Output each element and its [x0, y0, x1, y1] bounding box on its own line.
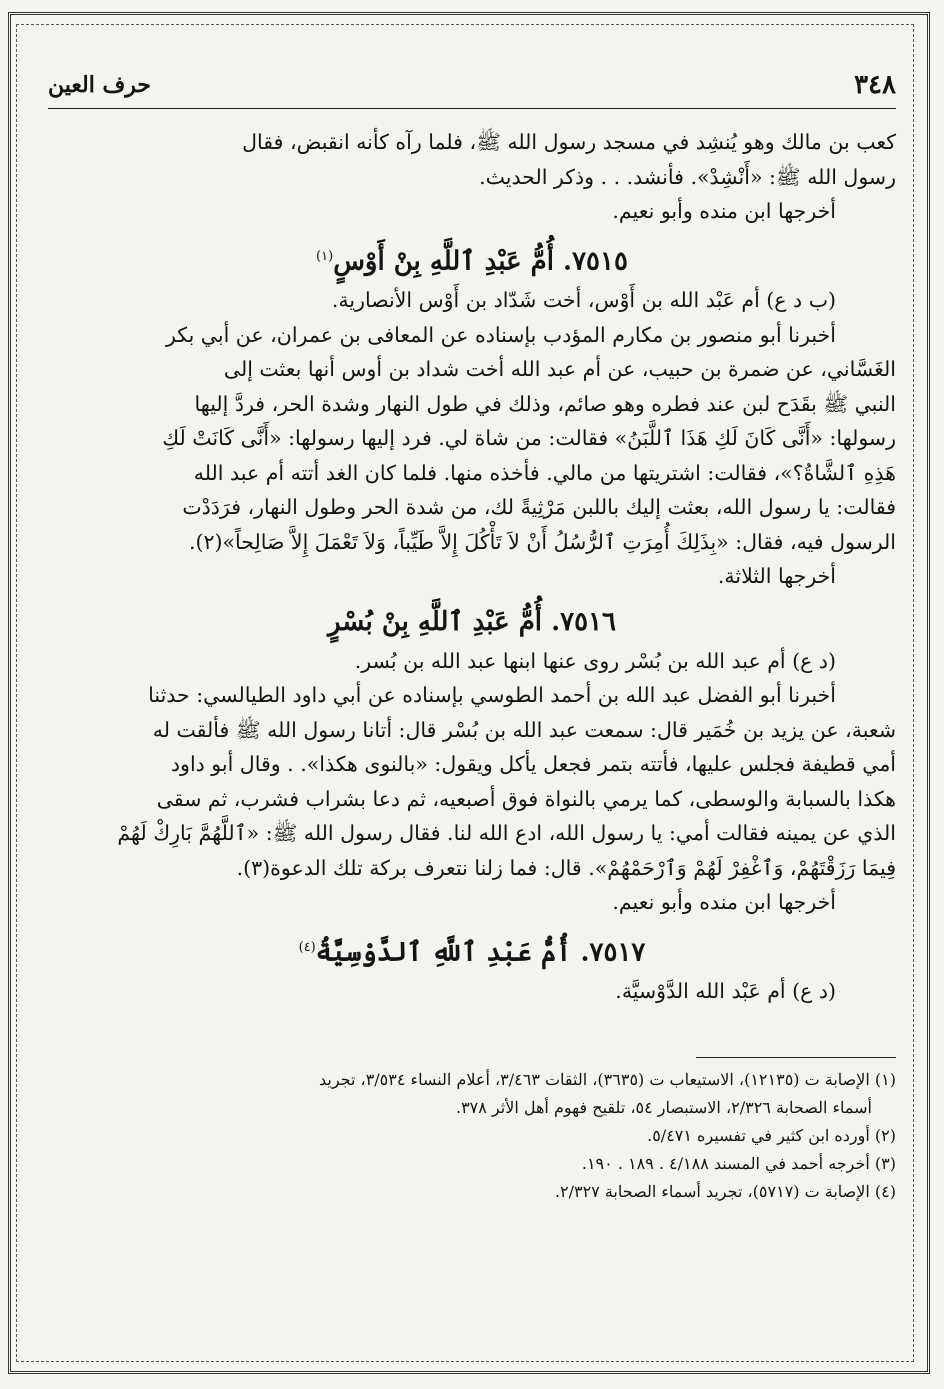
body-line: فِيمَا رَزَقْتَهُمْ، وَٱغْفِرْ لَهُمْ وَٱرْحَمْهُمْ». قال: فما زلنا نتعرف بركة تلك الدعوة(٣).: [236, 855, 896, 880]
body-line: الغَسَّاني، عن ضمرة بن حبيب، عن أم عبد الله أخت شداد بن أوس أنها بعثت إلى: [223, 357, 896, 382]
page-number: ٣٤٨: [854, 70, 896, 100]
intro-line-1: كعب بن مالك وهو يُنشِد في مسجد رسول الله ﷺ، فلما رآه كأنه انقبض، فقال: [242, 130, 896, 154]
entry-codes-line: (د ع) أم عبد الله بن بُسْر روى عنها ابنها عبد الله بن بُسر.: [354, 648, 836, 673]
body-line: أخبرنا أبو منصور بن مكارم المؤدب بإسناده عن المعافى بن عمران، عن أبي بكر: [165, 322, 836, 347]
entry-heading: ٧٥١٥. أُمُّ عَبْدِ ٱللَّهِ بِنْ أَوْسٍ$^{(١)}$: [316, 246, 628, 277]
body-line: أخبرنا أبو الفضل عبد الله بن أحمد الطوسي بإسناده عن أبي داود الطيالسي: حدثنا: [148, 683, 836, 708]
body-line: الذي عن يمينه فقالت أمي: يا رسول الله، ادع الله لنا. فقال رسول الله ﷺ: «ٱللَّهُمَّ بَارِكْ لَهُمْ: [117, 821, 896, 846]
body-line: هكذا بالسبابة والوسطى، كما يرمي بالنواة فوق أصبعيه، ثم دعا بشراب فشرب، ثم سقى: [156, 786, 896, 811]
body-line: رسولها: «أَنَّى كَانَ لَكِ هَذَا ٱللَّبَنُ» فقالت: من شاة لي. فرد إليها رسولها: «أَنَّى كَانَتْ لَكِ: [162, 426, 896, 451]
body-line: هَذِهِ ٱلشَّاةُ؟»، فقالت: اشتريتها من مالي. فأخذه منها. فلما كان الغد أتته أم عبد الله: [193, 460, 896, 485]
entry-heading: ٧٥١٧. أُمُّ عَبْدِ ٱللَّهِ ٱلدَّوْسِيَّةُ$^{(٤)}$: [298, 937, 646, 968]
intro-line-2: رسول الله ﷺ: «أَنْشِدْ». فأنشد. . . وذكر الحديث.: [479, 164, 896, 189]
footnote-1-cont: أسماء الصحابة ٢/٣٢٦، الاستبصار ٥٤، تلقيح فهوم أهل الأثر ٣٧٨.: [455, 1097, 872, 1117]
footnote-2: (٢) أورده ابن كثير في تفسيره ٥/٤٧١.: [647, 1125, 896, 1145]
body-line: أمي قطيفة فجلس عليها، فأتته بتمر فجعل يأكل ويقول: «بالنوى هكذا». . وقال أبو داود: [170, 752, 896, 777]
page-header: [48, 70, 896, 109]
footnotes: [48, 1066, 896, 1206]
footnote-4: (٤) الإصابة ت (٥٧١٧)، تجريد أسماء الصحابة ٢/٣٢٧.: [554, 1181, 896, 1201]
body-line: شعبة، عن يزيد بن خُمَير قال: سمعت عبد الله بن بُسْر قال: أتانا رسول الله ﷺ فألقت له: [152, 717, 896, 742]
book-page: [48, 70, 896, 1350]
body-line: النبي ﷺ بقَدَح لبن عند فطره وهو صائم، وذلك في طول النهار وشدة الحر، فردَّ إليها: [194, 391, 896, 416]
footnote-separator: [696, 1057, 896, 1058]
entry-source: أخرجها ابن منده وأبو نعيم.: [612, 890, 836, 915]
intro-source: أخرجها ابن منده وأبو نعيم.: [612, 199, 836, 223]
entry-source: أخرجها الثلاثة.: [717, 564, 836, 589]
body-line: فقالت: يا رسول الله، بعثت إليك باللبن مَرْثِيةً لك، من شدة الحر وطول النهار، فرَدَدْت: [182, 495, 896, 520]
footnote-3: (٣) أخرجه أحمد في المسند ٤/١٨٨ . ١٨٩ . ١٩٠.: [581, 1153, 896, 1173]
intro-section: [48, 125, 896, 229]
footnote-1: (١) الإصابة ت (١٢١٣٥)، الاستيعاب ت (٣٦٣٥)، الثقات ٣/٤٦٣، أعلام النساء ٣/٥٣٤، تجريد: [318, 1069, 896, 1089]
entry-7516: [48, 602, 896, 920]
entry-codes-line: (د ع) أم عَبْد الله الدَّوْسيَّة.: [615, 979, 836, 1004]
entry-7515: [48, 237, 896, 594]
footnote-ref: (١): [316, 248, 334, 264]
entry-codes-line: (ب د ع) أم عَبْد الله بن أَوْس، أخت شَدّاد بن أَوْس الأنصارية.: [331, 288, 836, 313]
entry-heading: ٧٥١٦. أُمُّ عَبْدِ ٱللَّهِ بِنْ بُسْرٍ: [327, 606, 616, 637]
running-title: حرف العين: [48, 72, 152, 98]
entry-7517: [48, 928, 896, 1009]
body-line: الرسول فيه، فقال: «بِذَلِكَ أُمِرَتِ ٱلرُّسُلُ أَنْ لاَ تَأْكُلَ إِلاَّ طَيِّباً، وَلاَ تَعْمَلَ إِلاَّ صَالِحاً»(٢).: [188, 529, 896, 554]
footnote-ref: (٤): [298, 939, 316, 955]
